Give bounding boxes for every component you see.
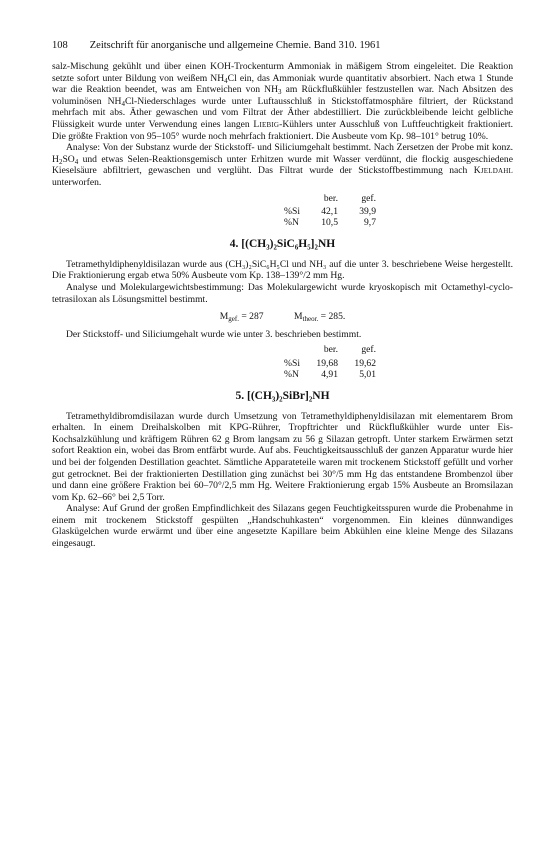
- table-header-row: ber. gef.: [323, 192, 376, 204]
- paragraph-section5-prep: Tetramethyldibromdisilazan wurde durch Umsetzung von Tetramethyldiphenyldisilazan mit elementarem Brom erhalten. In einem Dreihalskolben mit KPG-Rührer, Tropftrichter und Rückflußkühler wurde unter Eis-Kochsalzkühlung und kräftigem Rühren 62 g Brom langsam zu 56 g Silazan getropft. Unter starkem Erwärmen setzt sofort Reaktion ein, wobei das Brom entfärbt wurde. Auf abs. Feuchtigkeitsausschluß der ganzen Apparatur wurde hier und bei der folgenden Destillation geachtet. Sämtliche Apparateteile waren mit trockenem Stickstoff gefüllt und vorher gut getrocknet. Bei der fraktionierten Destillation ging zunächst bei 30°/5 mm Hg das entstandene Brombenzol über und dann eine größere Fraktion bei 60–70°/2,5 mm Hg. Weitere Fraktionierung ergab 15% Ausbeute an Bromsilazan vom Kp. 62–66° bei 2,5 Torr.: [52, 410, 513, 503]
- table-row: %Si 19,68 19,62: [284, 357, 376, 369]
- mol-weight-found: $M_{gef.} = 287$: [219, 311, 264, 324]
- paragraph-continuation: salz-Mischung gekühlt und über einen KOH-Trockenturm Ammoniak in mäßigem Strom eingeleitet. Die Reaktion setzte sofort unter Bildung von weißem $NH_4Cl$ ein, das Ammoniak wurde quantitativ absorbiert. Nach etwa 1 Stunde war die Reaktion beendet, was am Entweichen von $NH_3$ am Rückflußkühler festzustellen war. Nach Absitzen des voluminösen $NH_4Cl$-Niederschlages wurde unter Luftausschluß in Stickstoffatmosphäre filtriert, der Rückstand mehrfach mit abs. Äther gewaschen und vom Filtrat der Äther abdestilliert. Die zurückbleibende leicht gelbliche Flüssigkeit wurde unter Verwendung eines langen Liebig-Kühlers unter Ausschluß von Luftfeuchtigkeit fraktioniert. Die größte Fraktion von 95–105° wurde noch mehrfach fraktioniert. Die Ausbeute vom Kp. 98–101° betrug 10%.: [52, 61, 514, 142]
- molecular-weight-line: [52, 311, 513, 323]
- table-header-row: ber. gef.: [323, 344, 376, 356]
- author-name-kjeldahl: Kjeldahl: [473, 165, 513, 177]
- analysis-table-2: [284, 344, 376, 380]
- running-header: [52, 40, 513, 52]
- page-number: 108: [52, 40, 68, 51]
- running-title: Zeitschrift für anorganische und allgemeine Chemie. Band 310. 1961: [89, 40, 381, 51]
- paragraph-section4-note: Der Stickstoff- und Siliciumgehalt wurde wie unter 3. beschrieben bestimmt.: [66, 328, 362, 340]
- table-row: %Si 42,1 39,9: [284, 205, 376, 217]
- paragraph-section5-analysis: Analyse: Auf Grund der großen Empfindlichkeit des Silazans gegen Feuchtigkeitsspuren wurde die Probenahme in einem mit trockenem Stickstoff gespülten „Handschuhkasten“ vorgenommen. Ein kleines dünnwandiges Glaskügelchen wurde erwärmt und über eine angesetzte Kapillare beim Abkühlen eine kleine Menge des Silazans eingesaugt.: [52, 503, 513, 550]
- author-name-liebig: Liebig: [253, 118, 280, 130]
- paragraph-section4-prep: Tetramethyldiphenyldisilazan wurde aus (CH₃)₂SiC₆H₅Cl und NH₃ auf die unter 3. beschriebene Weise hergestellt. Die Fraktionierung ergab etwa 50% Ausbeute vom Kp. 138–139°/2 mm Hg.: [52, 258, 513, 282]
- section-heading-5: 5. [(CH₃)₂SiBr]₂NH: [235, 389, 330, 402]
- paragraph-section4-analysis: Analyse und Molekulargewichtsbestimmung: Das Molekulargewicht wurde kryoskopisch mit Octamethyl-cyclo-tetrasiloxan als Lösungsmittel bestimmt.: [52, 281, 513, 305]
- table-row: %N 10,5 9,7: [284, 217, 376, 229]
- mol-weight-theoretical: $M_{theor.} = 285$.: [293, 311, 346, 324]
- paragraph-analysis: Analyse: Von der Substanz wurde der Stickstoff- und Siliciumgehalt bestimmt. Nach Zersetzen der Probe mit konz. $H_2SO_4$ und etwas Selen-Reaktionsgemisch unter Erhitzen wurde mit Wasser verdünnt, die flockig ausgeschiedene Kieselsäure abfiltriert, gewaschen und verglüht. Das Filtrat wurde der Stickstoffbestimmung nach Kjeldahl unterworfen.: [52, 142, 513, 188]
- section-heading-4: 4. [(CH₃)₂SiC₆H₅]₂NH: [229, 237, 336, 250]
- analysis-table-1: [284, 193, 376, 229]
- table-row: %N 4,91 5,01: [284, 369, 376, 381]
